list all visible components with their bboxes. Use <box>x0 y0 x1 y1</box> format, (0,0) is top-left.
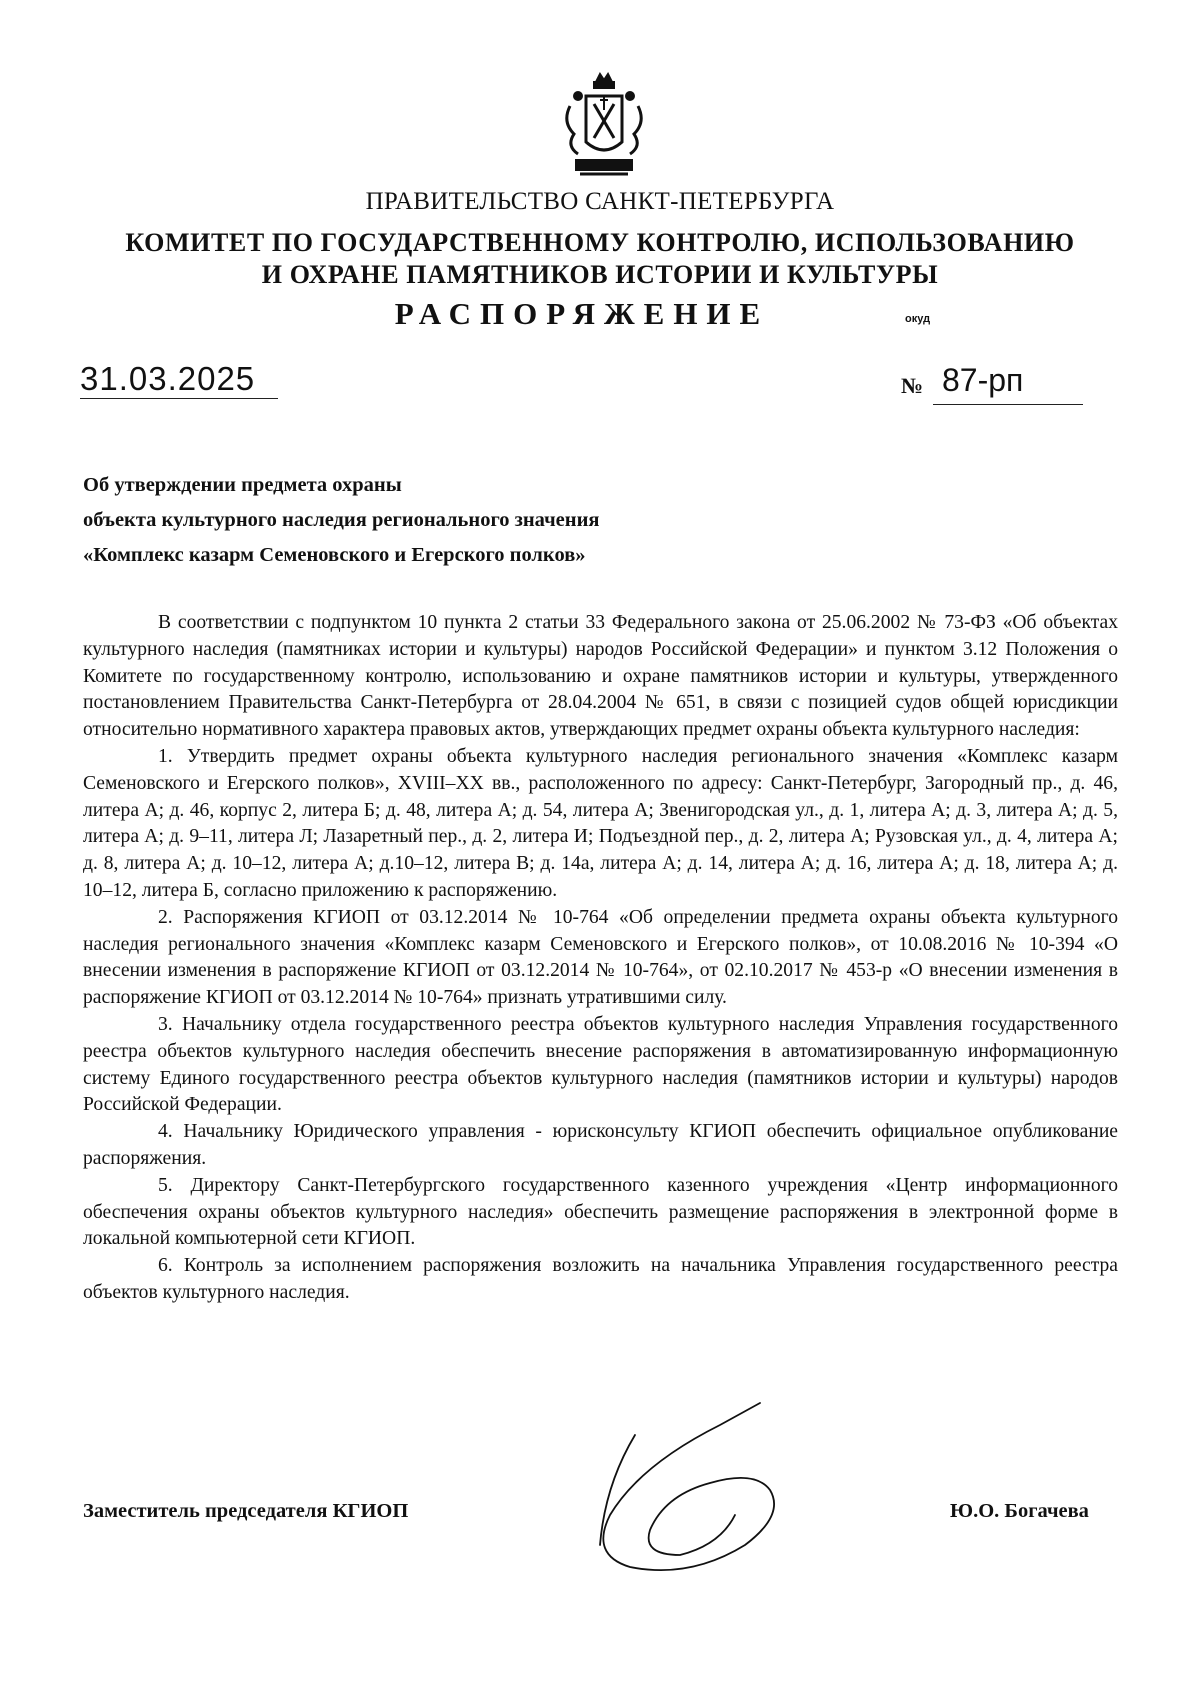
subject-line-1: Об утверждении предмета охраны <box>83 474 402 496</box>
handwritten-signature <box>570 1395 830 1580</box>
government-name: ПРАВИТЕЛЬСТВО САНКТ-ПЕТЕРБУРГА <box>365 188 835 215</box>
subject-line-2: объекта культурного наследия регионального значения <box>83 509 600 531</box>
document-subject <box>83 468 599 573</box>
order-item-2: 2. Распоряжения КГИОП от 03.12.2014 № 10-764 «Об определении предмета охраны объекта культурного наследия регионального значения «Комплекс казарм Семеновского и Егерского полков», от 10.08.2016 № 10-394 «О внесении изменения в распоряжение КГИОП от 03.12.2014 № 10-764», от 02.10.2017 № 453-р «О внесении изменения в распоряжение КГИОП от 03.12.2014 № 10-764» признать утратившими силу. <box>83 906 1118 1009</box>
order-item-1: 1. Утвердить предмет охраны объекта культурного наследия регионального значения «Комплекс казарм Семеновского и Егерского полков», XVIII–XX вв., расположенного по адресу: Санкт-Петербург, Загородный пр., д. 46, литера А; д. 46, корпус 2, литера Б; д. 48, литера А; д. 54, литера А; Звенигородская ул., д. 1, литера А; д. 3, литера А; д. 5, литера А; д. 9–11, литера Л; Лазаретный пер., д. 2, литера И; Подъездной пер., д. 2, литера А; Рузовская ул., д. 4, литера А; д. 8, литера А; д. 10–12, литера А; д.10–12, литера В; д. 14а, литера А; д. 14, литера А; д. 16, литера А; д. 18, литера А; д. 10–12, литера Б, согласно приложению к распоряжению. <box>83 745 1118 901</box>
signatory-position: Заместитель председателя КГИОП <box>83 1500 409 1522</box>
coat-of-arms-icon <box>556 72 652 180</box>
subject-line-3: «Комплекс казарм Семеновского и Егерского полков» <box>83 544 586 566</box>
order-item-4: 4. Начальнику Юридического управления - юрисконсульту КГИОП обеспечить официальное опубликование распоряжения. <box>83 1121 1118 1169</box>
order-item-6: 6. Контроль за исполнением распоряжения возложить на начальника Управления государственного реестра объектов культурного наследия. <box>83 1255 1118 1303</box>
order-item-5: 5. Директору Санкт-Петербургского государственного казенного учреждения «Центр информационного обеспечения охраны объектов культурного наследия» обеспечить размещение распоряжения в электронной форме в локальной компьютерной сети КГИОП. <box>83 1174 1118 1250</box>
document-number: 87-рп <box>942 362 1024 398</box>
committee-name-line-1: КОМИТЕТ ПО ГОСУДАРСТВЕННОМУ КОНТРОЛЮ, ИСПОЛЬЗОВАНИЮ <box>125 228 1075 257</box>
preamble-paragraph: В соответствии с подпунктом 10 пункта 2 статьи 33 Федерального закона от 25.06.2002 № 73-ФЗ «Об объектах культурного наследия (памятниках истории и культуры) народов Российской Федерации» и пунктом 3.12 Положения о Комитете по государственному контролю, использованию и охране памятников истории и культуры, утвержденного постановлением Правительства Санкт-Петербурга от 28.04.2004 № 651, в связи с позицией судов общей юрисдикции относительно нормативного характера правовых актов, утверждающих предмет охраны объекта культурного наследия: <box>83 612 1118 741</box>
document-date: 31.03.2025 <box>80 360 256 397</box>
number-underline <box>933 404 1083 405</box>
document-type-title: РАСПОРЯЖЕНИЕ <box>394 296 770 331</box>
number-sign: № <box>901 373 924 398</box>
signatory-name: Ю.О. Богачева <box>950 1500 1089 1522</box>
order-item-3: 3. Начальнику отдела государственного реестра объектов культурного наследия Управления государственного реестра объектов культурного наследия обеспечить внесение распоряжения в автоматизированную информационную систему Единого государственного реестра объектов культурного наследия (памятников истории и культуры) народов Российской Федерации. <box>83 1013 1118 1116</box>
okud-label: окуд <box>905 313 931 325</box>
document-body <box>83 610 1118 1307</box>
committee-name-line-2: И ОХРАНЕ ПАМЯТНИКОВ ИСТОРИИ И КУЛЬТУРЫ <box>261 260 939 289</box>
date-underline <box>80 398 278 399</box>
